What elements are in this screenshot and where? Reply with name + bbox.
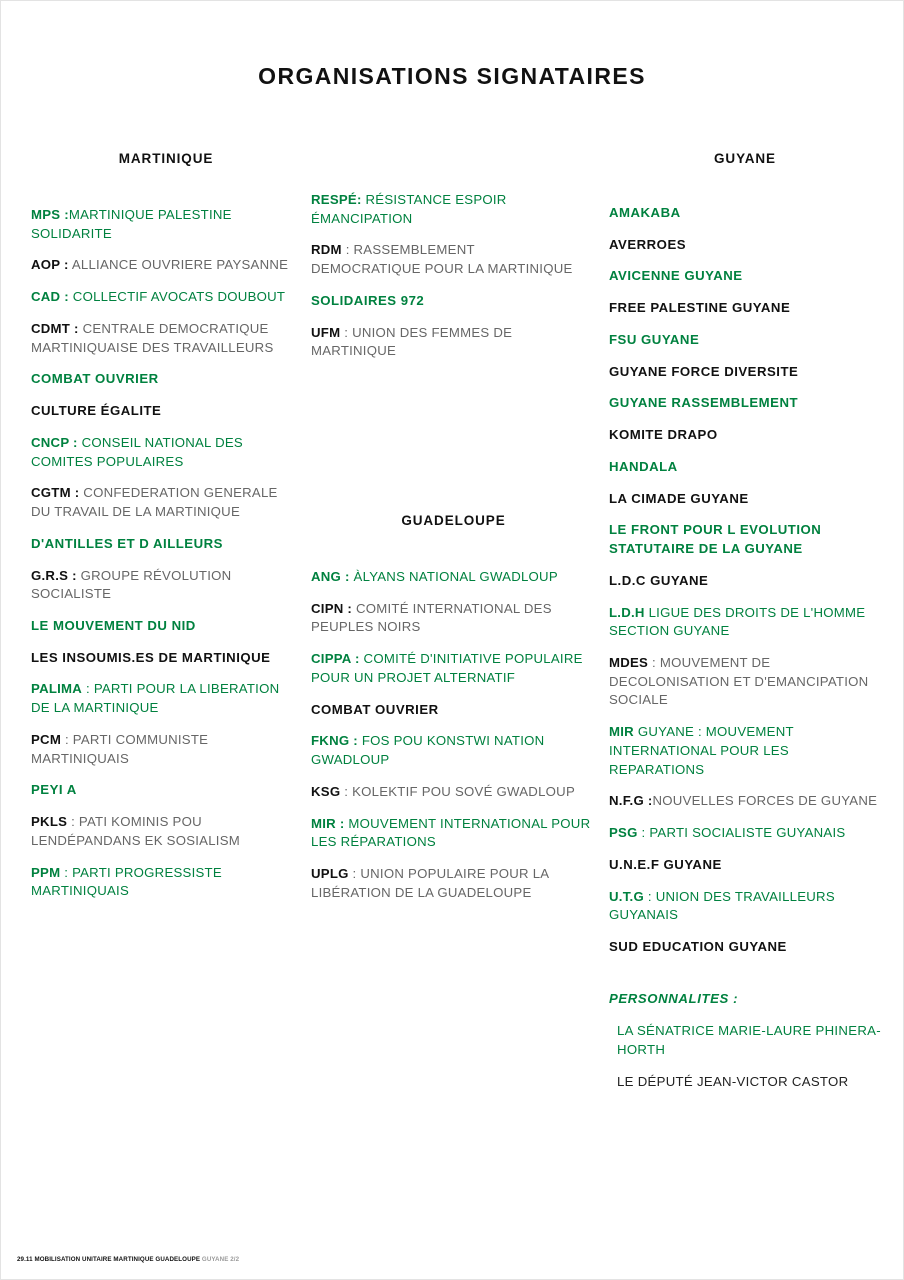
column-guadeloupe [311,513,596,916]
organisation-name: : MOUVEMENT DE DECOLONISATION ET D'EMANCIPATION SOCIALE [609,655,869,708]
organisation-abbr: CNCP : [31,434,78,450]
organisation-entry [609,654,881,710]
organisation-abbr: MPS : [31,207,69,222]
column-heading-guyane: GUYANE [714,151,776,166]
organisation-entry [609,521,881,558]
organisation-name: : PATI KOMINIS POU LENDÉPANDANS EK SOSIALISM [31,814,241,848]
organisation-abbr: SUD EDUCATION GUYANE [609,939,787,955]
organisation-abbr: LE MOUVEMENT DU NID [31,618,196,634]
organisation-name: CENTRALE DEMOCRATIQUE MARTINIQUAISE DES TRAVAILLEURS [31,320,274,355]
organisation-abbr: CIPN : [311,600,353,616]
organisation-abbr: ANG : [311,569,350,584]
organisation-abbr: AMAKABA [609,205,681,220]
organisation-entry [609,236,881,255]
organisation-entry [31,484,301,521]
organisation-abbr: U.T.G [609,888,644,904]
organisation-name: : PARTI PROGRESSISTE MARTINIQUAIS [31,864,222,899]
organisation-entry [609,267,881,286]
organisation-entry [311,292,586,311]
organisation-abbr: AOP : [31,257,69,273]
organisation-abbr: GUYANE FORCE DIVERSITE [609,363,799,379]
organisation-abbr: SOLIDAIRES 972 [311,292,425,308]
organisation-name: COMITÉ D'INITIATIVE POPULAIRE POUR UN PROJET ALTERNATIF [311,651,583,685]
organisation-abbr: PCM [31,731,62,747]
organisation-list-guyane [609,204,881,957]
organisation-name: MOUVEMENT INTERNATIONAL POUR LES RÉPARATIONS [311,815,591,850]
organisation-name: : UNION DES FEMMES DE MARTINIQUE [311,324,513,359]
organisation-entry [31,535,301,554]
organisation-entry [31,680,301,717]
organisation-name: : UNION POPULAIRE POUR LA LIBÉRATION DE LA GUADELOUPE [311,866,549,900]
organisation-entry [311,650,596,687]
organisation-entry [609,363,881,382]
organisation-entry [311,600,596,637]
organisation-entry [609,490,881,509]
organisation-name: GUYANE : MOUVEMENT INTERNATIONAL POUR LES REPARATIONS [609,724,794,777]
organisation-abbr: AVICENNE GUYANE [609,268,743,284]
organisation-abbr: FSU GUYANE [609,331,700,347]
organisation-entry [609,458,881,477]
organisation-abbr: PKLS [31,814,68,830]
organisation-abbr: G.R.S : [31,567,77,583]
organisation-abbr: AVERROES [609,236,687,252]
organisation-abbr: UPLG [311,866,349,882]
organisation-name: FOS POU KONSTWI NATION GWADLOUP [311,733,545,768]
organisation-entry [311,815,596,852]
organisation-entry [609,723,881,779]
organisation-entry [31,402,301,421]
organisation-entry [31,731,301,768]
organisation-abbr: UFM [311,324,341,340]
organisation-abbr: CIPPA : [311,651,360,667]
organisation-entry [609,572,881,591]
organisation-list-martinique-continued [311,191,586,361]
organisation-abbr: FREE PALESTINE GUYANE [609,300,791,316]
footer [17,1256,239,1263]
organisation-list-martinique [31,206,301,901]
organisation-entry [609,426,881,445]
organisation-abbr: L.D.C GUYANE [609,572,709,588]
organisation-entry [31,256,301,275]
organisation-entry [609,604,881,641]
organisation-entry [311,701,596,720]
organisation-abbr: N.F.G : [609,793,653,809]
footer-muted: GUYANE 2/2 [201,1256,240,1263]
organisation-abbr: PSG [609,825,638,841]
organisation-name: : PARTI POUR LA LIBERATION DE LA MARTINIQUE [31,681,280,716]
organisation-entry [31,320,301,357]
column-heading-guadeloupe: GUADELOUPE [401,513,506,528]
organisation-entry [31,813,301,850]
organisation-entry [31,567,301,604]
column-martinique [31,151,301,914]
organisation-name: MARTINIQUE PALESTINE SOLIDARITE [31,207,232,241]
organisation-abbr: LES INSOUMIS.ES DE MARTINIQUE [31,649,271,665]
personalities-heading: PERSONNALITES : [609,990,739,1006]
organisation-name: : PARTI SOCIALISTE GUYANAIS [637,825,846,841]
organisation-name: COLLECTIF AVOCATS DOUBOUT [68,289,286,305]
organisation-entry [609,888,881,925]
organisation-name: RÉSISTANCE ESPOIR ÉMANCIPATION [311,192,507,226]
organisation-abbr: U.N.E.F GUYANE [609,856,722,872]
organisation-abbr: MIR [609,724,634,740]
organisation-abbr: MIR : [311,815,345,831]
organisation-entry [31,649,301,668]
organisation-abbr: PEYI A [31,782,77,798]
organisation-abbr: MDES [609,655,649,671]
organisation-entry [31,370,301,389]
organisation-abbr: FKNG : [311,733,358,749]
organisation-name: ALLIANCE OUVRIERE PAYSANNE [68,257,289,273]
organisation-abbr: RESPÉ: [311,192,362,207]
organisation-entry [311,783,596,802]
organisation-name: NOUVELLES FORCES DE GUYANE [652,793,878,809]
organisation-entry [31,434,301,471]
organisation-entry [609,856,881,875]
organisation-abbr: CAD : [31,289,69,305]
organisation-entry [609,204,881,223]
organisation-abbr: HANDALA [609,458,678,474]
organisation-name: : KOLEKTIF POU SOVÉ GWADLOUP [340,783,575,799]
personality-item: LA SÉNATRICE MARIE-LAURE PHINERA-HORTH [617,1022,881,1057]
organisation-abbr: COMBAT OUVRIER [311,701,439,717]
page-title: ORGANISATIONS SIGNATAIRES [258,63,646,89]
column-heading-martinique: MARTINIQUE [118,151,214,166]
organisation-entry [609,331,881,350]
organisation-entry [31,864,301,901]
organisation-entry [31,617,301,636]
organisation-entry [609,938,881,957]
organisation-abbr: CULTURE ÉGALITE [31,403,162,419]
organisation-name: : RASSEMBLEMENT DEMOCRATIQUE POUR LA MARTINIQUE [311,242,573,277]
organisation-abbr: L.D.H [609,604,645,620]
organisation-entry [311,241,586,278]
organisation-abbr: KOMITE DRAPO [609,427,718,443]
organisation-entry [609,394,881,413]
organisation-entry [311,865,596,902]
organisation-abbr: CDMT : [31,320,79,336]
organisation-abbr: LE FRONT POUR L EVOLUTION STATUTAIRE DE LA GUYANE [609,522,822,557]
organisation-abbr: GUYANE RASSEMBLEMENT [609,395,799,411]
organisation-entry [31,288,301,307]
organisation-name: CONSEIL NATIONAL DES COMITES POPULAIRES [31,434,243,469]
organisation-abbr: CGTM : [31,485,80,501]
organisation-name: LIGUE DES DROITS DE L'HOMME SECTION GUYANE [609,604,866,639]
organisation-name: CONFEDERATION GENERALE DU TRAVAIL DE LA MARTINIQUE [31,485,278,520]
organisation-entry [609,792,881,811]
personality-item: LE DÉPUTÉ JEAN-VICTOR CASTOR [617,1074,849,1090]
column-martinique-continued [311,151,586,374]
organisation-abbr: PPM [31,864,61,880]
organisation-entry [311,732,596,769]
organisation-entry [609,299,881,318]
organisation-entry [609,824,881,843]
organisation-entry [311,191,586,228]
organisation-entry [311,324,586,361]
personalities-list [609,1022,881,1092]
organisation-entry [31,206,301,243]
organisation-abbr: LA CIMADE GUYANE [609,490,749,506]
organisation-abbr: KSG [311,783,341,799]
organisation-abbr: PALIMA [31,681,83,697]
organisation-abbr: D'ANTILLES ET D AILLEURS [31,535,223,551]
footer-main: 29.11 MOBILISATION UNITAIRE MARTINIQUE GUADELOUPE [17,1256,201,1263]
organisation-list-guadeloupe [311,568,596,903]
organisation-abbr: RDM [311,242,342,258]
organisation-name: ÀLYANS NATIONAL GWADLOUP [349,569,558,584]
organisation-entry [31,781,301,800]
organisation-name: : PARTI COMMUNISTE MARTINIQUAIS [31,731,209,766]
organisation-abbr: COMBAT OUVRIER [31,371,159,387]
organisation-name: GROUPE RÉVOLUTION SOCIALISTE [31,567,232,602]
organisation-name: COMITÉ INTERNATIONAL DES PEUPLES NOIRS [311,600,552,635]
organisation-entry [311,568,596,587]
organisation-name: : UNION DES TRAVAILLEURS GUYANAIS [609,888,835,923]
column-guyane [609,151,881,1106]
